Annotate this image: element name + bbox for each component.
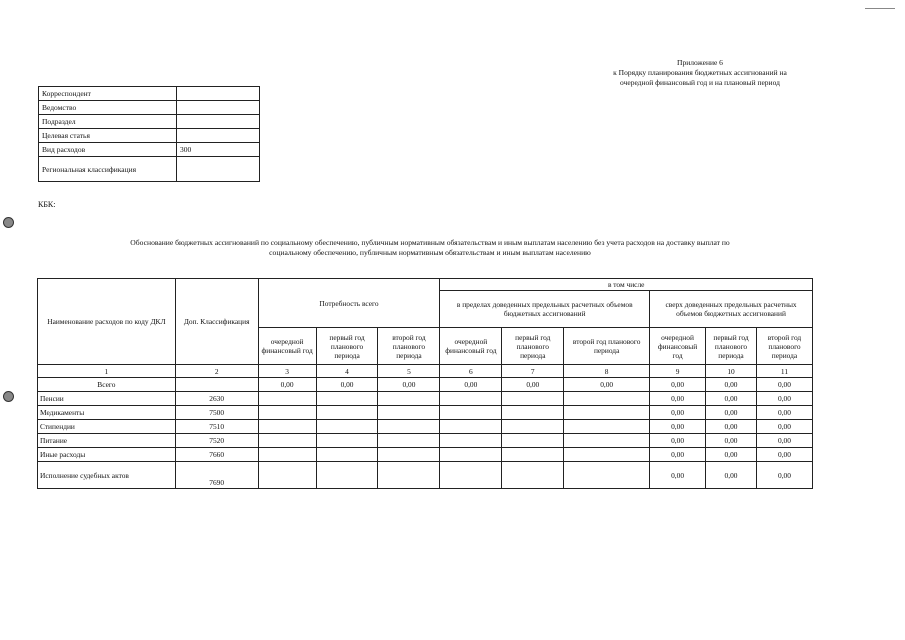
meta-value — [177, 157, 260, 182]
meta-label: Ведомство — [39, 101, 177, 115]
row-name: Всего — [38, 378, 176, 392]
cell-value: 0,00 — [650, 434, 706, 448]
table-row — [38, 406, 813, 420]
table-row-total — [38, 378, 813, 392]
cell-value: 0,00 — [316, 378, 378, 392]
column-number: 7 — [502, 365, 564, 378]
meta-value — [177, 129, 260, 143]
row-name: Стипендии — [38, 420, 176, 434]
header-period: первый год планового периода — [502, 328, 564, 365]
row-name: Пенсии — [38, 392, 176, 406]
row-name: Медикаменты — [38, 406, 176, 420]
meta-value: 300 — [177, 143, 260, 157]
header-period: очередной финансовый год — [258, 328, 316, 365]
row-code: 7510 — [175, 420, 258, 434]
row-code: 7690 — [175, 462, 258, 489]
meta-label: Целевая статья — [39, 129, 177, 143]
cell-value: 0,00 — [502, 378, 564, 392]
cell-value: 0,00 — [650, 420, 706, 434]
cell-value: 0,00 — [440, 378, 502, 392]
row-name: Иные расходы — [38, 448, 176, 462]
table-row — [38, 448, 813, 462]
column-number: 3 — [258, 365, 316, 378]
cell-value: 0,00 — [564, 378, 650, 392]
meta-label: Корреспондент — [39, 87, 177, 101]
title-line-2: социальному обеспечению, публичным нормативным обязательствам и иным выплатам населению — [269, 248, 591, 257]
cell-value: 0,00 — [756, 420, 812, 434]
header-period: второй год планового периода — [756, 328, 812, 365]
row-code: 7500 — [175, 406, 258, 420]
appendix-line-1: Приложение 6 — [677, 58, 723, 67]
column-number: 5 — [378, 365, 440, 378]
corner-mark — [865, 8, 895, 9]
meta-label: Региональная классификация — [39, 157, 177, 182]
cell-value: 0,00 — [756, 462, 812, 489]
column-number: 10 — [706, 365, 757, 378]
table-row — [38, 462, 813, 489]
row-name: Исполнение судебных актов — [38, 462, 176, 489]
column-number: 8 — [564, 365, 650, 378]
row-name: Питание — [38, 434, 176, 448]
column-number: 2 — [175, 365, 258, 378]
header-period: второй год планового периода — [378, 328, 440, 365]
column-number: 9 — [650, 365, 706, 378]
header-period: второй год планового периода — [564, 328, 650, 365]
header-classification: Доп. Классификация — [175, 279, 258, 365]
appendix-header — [560, 58, 840, 88]
punch-hole-icon — [3, 391, 14, 402]
cell-value: 0,00 — [706, 378, 757, 392]
punch-hole-icon — [3, 217, 14, 228]
row-code: 2630 — [175, 392, 258, 406]
cell-value: 0,00 — [706, 434, 757, 448]
cell-value: 0,00 — [756, 434, 812, 448]
header-including: в том числе — [440, 279, 813, 291]
header-name: Наименование расходов по коду ДКЛ — [38, 279, 176, 365]
table-row — [38, 392, 813, 406]
column-number: 1 — [38, 365, 176, 378]
header-within-limits: в пределах доведенных предельных расчетных объемов бюджетных ассигнований — [440, 291, 650, 328]
header-period: первый год планового периода — [706, 328, 757, 365]
cell-value: 0,00 — [378, 378, 440, 392]
cell-value: 0,00 — [650, 378, 706, 392]
meta-value — [177, 115, 260, 129]
cell-value: 0,00 — [706, 406, 757, 420]
appendix-line-2: к Порядку планирования бюджетных ассигнований на — [613, 68, 787, 77]
column-number: 6 — [440, 365, 502, 378]
title-line-1: Обоснование бюджетных ассигнований по социальному обеспечению, публичным нормативным обязательствам и иным выплатам населению без учета расходов на доставку выплат по — [130, 238, 730, 247]
header-period: очередной финансовый год — [440, 328, 502, 365]
header-period: очередной финансовый год — [650, 328, 706, 365]
cell-value: 0,00 — [706, 420, 757, 434]
meta-label: Вид расходов — [39, 143, 177, 157]
table-row — [38, 420, 813, 434]
cell-value: 0,00 — [650, 406, 706, 420]
header-period: первый год планового периода — [316, 328, 378, 365]
cell-value: 0,00 — [756, 448, 812, 462]
row-code: 7660 — [175, 448, 258, 462]
cell-value: 0,00 — [756, 378, 812, 392]
meta-value — [177, 87, 260, 101]
cell-value: 0,00 — [706, 448, 757, 462]
cell-value: 0,00 — [756, 392, 812, 406]
meta-label: Подраздел — [39, 115, 177, 129]
cell-value: 0,00 — [650, 392, 706, 406]
cell-value: 0,00 — [650, 448, 706, 462]
column-number: 11 — [756, 365, 812, 378]
classification-table — [38, 86, 260, 182]
column-number: 4 — [316, 365, 378, 378]
cell-value: 0,00 — [258, 378, 316, 392]
appendix-line-3: очередной финансовый год и на плановый период — [620, 78, 780, 87]
header-above-limits: сверх доведенных предельных расчетных объемов бюджетных ассигнований — [650, 291, 813, 328]
header-need-total: Потребность всего — [258, 279, 440, 328]
kbk-label: КБК: — [38, 200, 56, 209]
cell-value: 0,00 — [756, 406, 812, 420]
row-code — [175, 378, 258, 392]
cell-value: 0,00 — [706, 462, 757, 489]
cell-value: 0,00 — [706, 392, 757, 406]
row-code: 7520 — [175, 434, 258, 448]
meta-value — [177, 101, 260, 115]
document-title — [60, 238, 800, 258]
cell-value: 0,00 — [650, 462, 706, 489]
budget-table — [37, 278, 813, 489]
table-row — [38, 434, 813, 448]
